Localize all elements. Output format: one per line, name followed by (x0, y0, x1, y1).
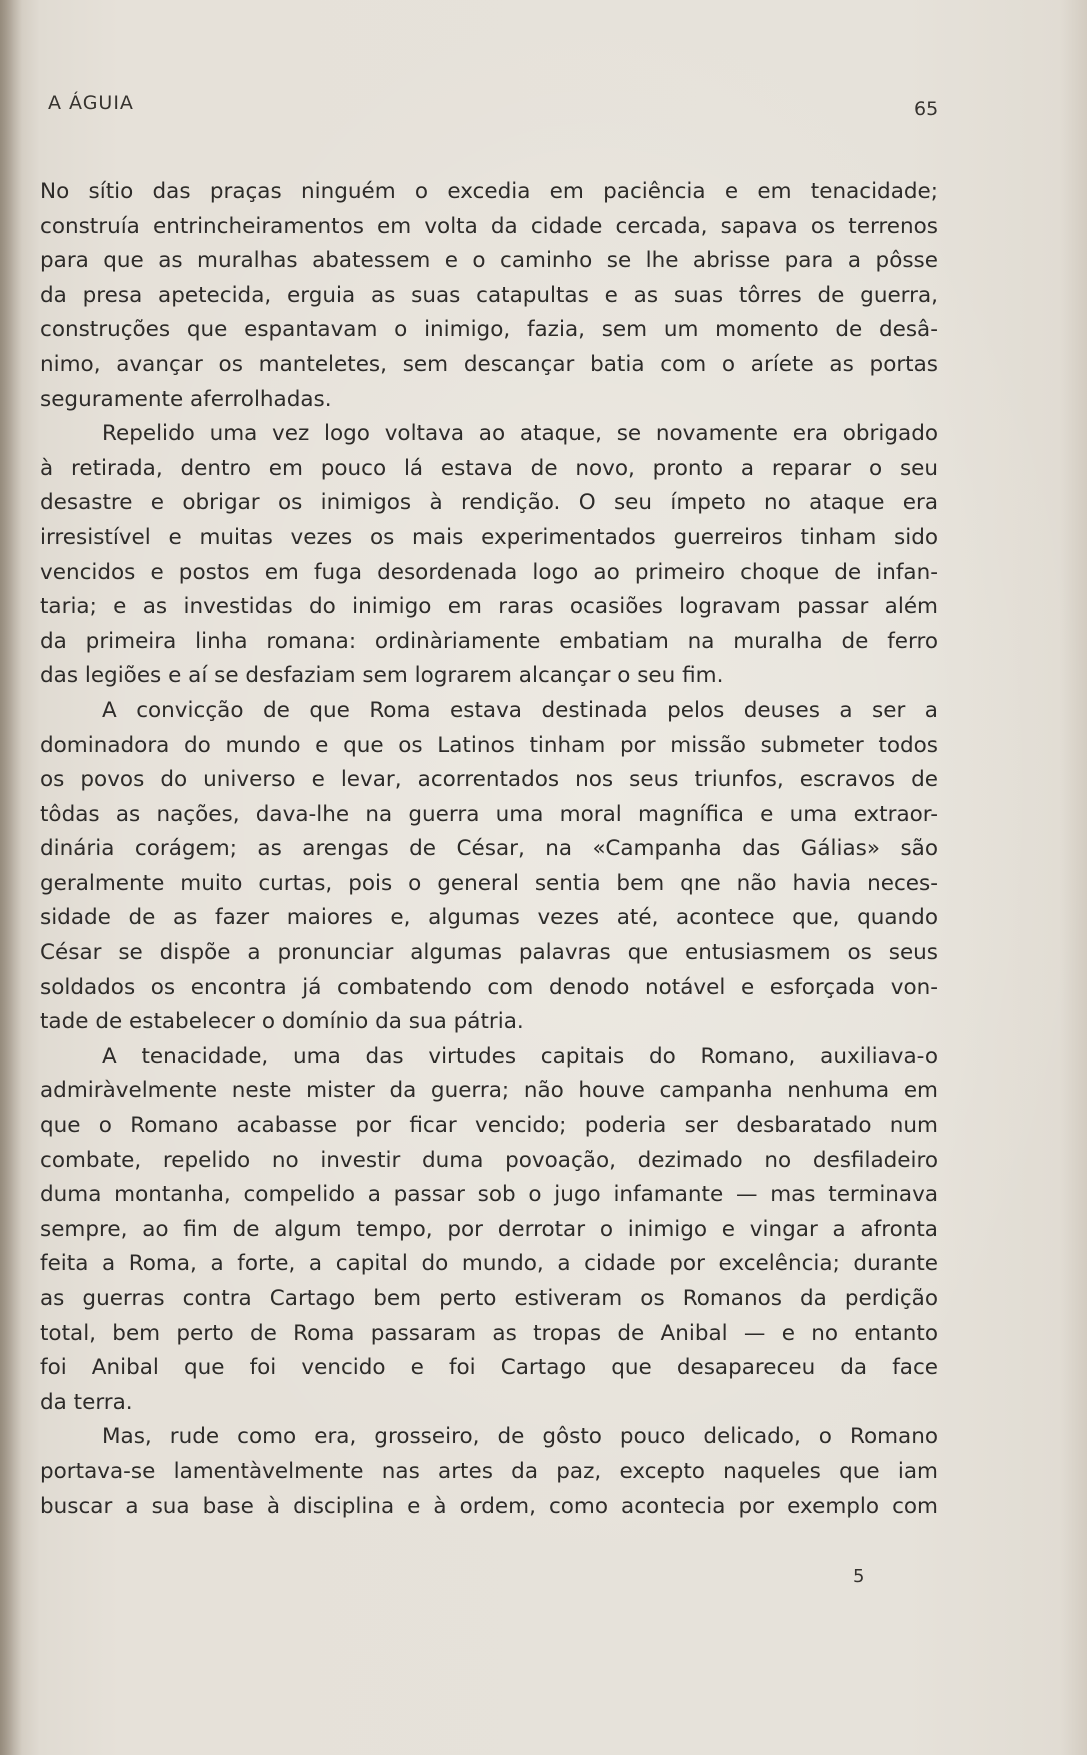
text-line: que o Romano acabasse por ficar vencido; poderia ser desbaratado num (40, 1113, 938, 1139)
text-line: Repelido uma vez logo voltava ao ataque, se novamente era obrigado (102, 421, 938, 447)
text-line: tôdas as nações, dava-lhe na guerra uma moral magnífica e uma extraor- (40, 801, 938, 827)
text-line: irresistível e muitas vezes os mais experimentados guerreiros tinham sido (40, 524, 938, 550)
text-line: construía entrincheiramentos em volta da cidade cercada, sapava os terrenos (40, 213, 938, 239)
text-line: construções que espantavam o inimigo, fazia, sem um momento de desâ- (40, 317, 938, 343)
text-line: portava-se lamentàvelmente nas artes da paz, excepto naqueles que iam (40, 1458, 938, 1484)
text-line: sidade de as fazer maiores e, algumas vezes até, acontece que, quando (40, 905, 938, 931)
text-line: os povos do universo e levar, acorrentados nos seus triunfos, escravos de (40, 767, 938, 793)
text-line: soldados os encontra já combatendo com denodo notável e esforçada von- (40, 974, 938, 1000)
text-line: da presa apetecida, erguia as suas catapultas e as suas tôrres de guerra, (40, 282, 938, 308)
text-line: à retirada, dentro em pouco lá estava de novo, pronto a reparar o seu (40, 455, 938, 481)
text-line: as guerras contra Cartago bem perto estiveram os Romanos da perdição (40, 1286, 938, 1311)
text-line: da primeira linha romana: ordinàriamente embatiam na muralha de ferro (40, 628, 938, 654)
text-line: vencidos e postos em fuga desordenada logo ao primeiro choque de infan- (40, 559, 938, 585)
running-title: A ÁGUIA (48, 92, 134, 114)
text-line: da terra. (40, 1389, 133, 1415)
text-line: dominadora do mundo e que os Latinos tinham por missão submeter todos (40, 732, 938, 758)
text-line: admiràvelmente neste mister da guerra; não houve campanha nenhuma em (40, 1078, 938, 1104)
text-line: total, bem perto de Roma passaram as tropas de Anibal — e no entanto (40, 1320, 938, 1346)
text-line: duma montanha, compelido a passar sob o jugo infamante — mas terminava (40, 1182, 938, 1208)
text-line: feita a Roma, a forte, a capital do mundo, a cidade por excelência; durante (40, 1251, 938, 1277)
text-line: das legiões e aí se desfaziam sem lograrem alcançar o seu fim. (40, 663, 724, 689)
text-line: tade de estabelecer o domínio da sua pátria. (40, 1009, 524, 1035)
text-line: Mas, rude como era, grosseiro, de gôsto pouco delicado, o Romano (102, 1424, 938, 1450)
text-line: A convicção de que Roma estava destinada pelos deuses a ser a (102, 697, 938, 723)
text-line: taria; e as investidas do inimigo em raras ocasiões logravam passar além (40, 594, 938, 620)
text-line: A tenacidade, uma das virtudes capitais do Romano, auxiliava-o (102, 1043, 938, 1069)
text-line: buscar a sua base à disciplina e à ordem, como acontecia por exemplo com (40, 1493, 938, 1519)
text-line: No sítio das praças ninguém o excedia em paciência e em tenacidade; (40, 179, 938, 204)
signature-mark: 5 (853, 1566, 865, 1587)
text-line: sempre, ao fim de algum tempo, por derrotar o inimigo e vingar a afronta (40, 1216, 938, 1242)
text-line: César se dispõe a pronunciar algumas palavras que entusiasmem os seus (40, 940, 938, 966)
text-line: dinária corágem; as arengas de César, na «Campanha das Gálias» são (40, 836, 938, 862)
text-line: combate, repelido no investir duma povoação, dezimado no desfiladeiro (40, 1147, 938, 1173)
text-line: geralmente muito curtas, pois o general sentia bem qne não havia neces- (40, 870, 938, 896)
text-line: nimo, avançar os manteletes, sem descançar batia com o aríete as portas (40, 351, 938, 377)
text-line: para que as muralhas abatessem e o caminho se lhe abrisse para a pôsse (40, 248, 938, 274)
text-line: desastre e obrigar os inimigos à rendição. O seu ímpeto no ataque era (40, 490, 938, 516)
text-line: foi Anibal que foi vencido e foi Cartago que desapareceu da face (40, 1355, 938, 1381)
page-number: 65 (914, 98, 939, 120)
body-text (40, 175, 938, 1524)
text-line: seguramente aferrolhadas. (40, 386, 332, 412)
